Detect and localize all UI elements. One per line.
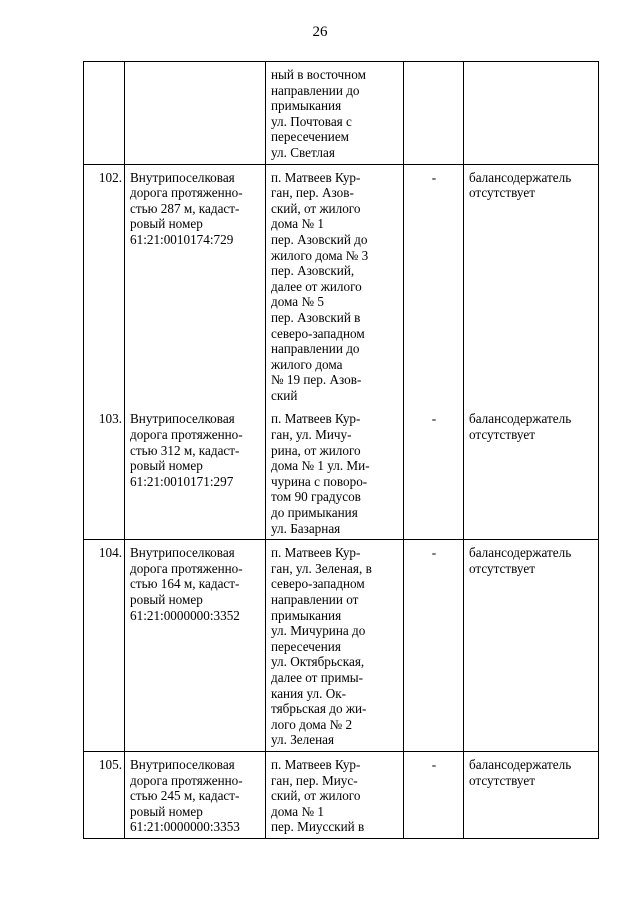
road-route: п. Матвеев Кур- ган, ул. Зеленая, в северо-западном направлении от примыкания ул. Мичурина до пересечения ул. Октябрьская, далее от примы- кания ул. Ок- тябрьская до жи- лого дома № 2 ул. Зеленая: [266, 540, 404, 752]
table-row: [84, 164, 599, 406]
table-row: [84, 62, 599, 165]
road-route: п. Матвеев Кур- ган, пер. Миус- ский, от жилого дома № 1 пер. Миусский в: [266, 751, 404, 838]
row-number: 103.: [84, 406, 125, 539]
road-route: п. Матвеев Кур- ган, пер. Азов- ский, от жилого дома № 1 пер. Азовский до жилого дома № 3 пер. Азовский, далее от жилого дома № 5 пер. Азовский в северо-западном направлении до жилого дома № 19 пер. Азов- ский: [266, 164, 404, 406]
balance-holder: балансодержатель отсутствует: [464, 751, 599, 838]
row-number: 105.: [84, 751, 125, 838]
row-number: 102.: [84, 164, 125, 406]
road-extra: [404, 62, 464, 165]
balance-holder: балансодержатель отсутствует: [464, 540, 599, 752]
table-row: [84, 540, 599, 752]
road-extra: -: [404, 751, 464, 838]
balance-holder: [464, 62, 599, 165]
road-extra: -: [404, 406, 464, 539]
table-row: [84, 751, 599, 838]
row-number: [84, 62, 125, 165]
page-number: 26: [312, 24, 328, 40]
road-name: Внутрипоселковая дорога протяженно- стью 164 м, кадаст- ровый номер 61:21:0000000:3352: [125, 540, 266, 752]
road-extra: -: [404, 164, 464, 406]
table-row: [84, 406, 599, 539]
road-route: ный в восточном направлении до примыкания ул. Почтовая с пересечением ул. Светлая: [266, 62, 404, 165]
road-name: Внутрипоселковая дорога протяженно- стью 287 м, кадаст- ровый номер 61:21:0010174:729: [125, 164, 266, 406]
row-number: 104.: [84, 540, 125, 752]
road-name: Внутрипоселковая дорога протяженно- стью 245 м, кадаст- ровый номер 61:21:0000000:3353: [125, 751, 266, 838]
road-name: [125, 62, 266, 165]
road-extra: -: [404, 540, 464, 752]
road-name: Внутрипоселковая дорога протяженно- стью 312 м, кадаст- ровый номер 61:21:0010171:297: [125, 406, 266, 539]
balance-holder: балансодержатель отсутствует: [464, 164, 599, 406]
roads-table: [83, 61, 599, 839]
balance-holder: балансодержатель отсутствует: [464, 406, 599, 539]
road-route: п. Матвеев Кур- ган, ул. Мичу- рина, от жилого дома № 1 ул. Ми- чурина с поворо- том 90 градусов до примыкания ул. Базарная: [266, 406, 404, 539]
